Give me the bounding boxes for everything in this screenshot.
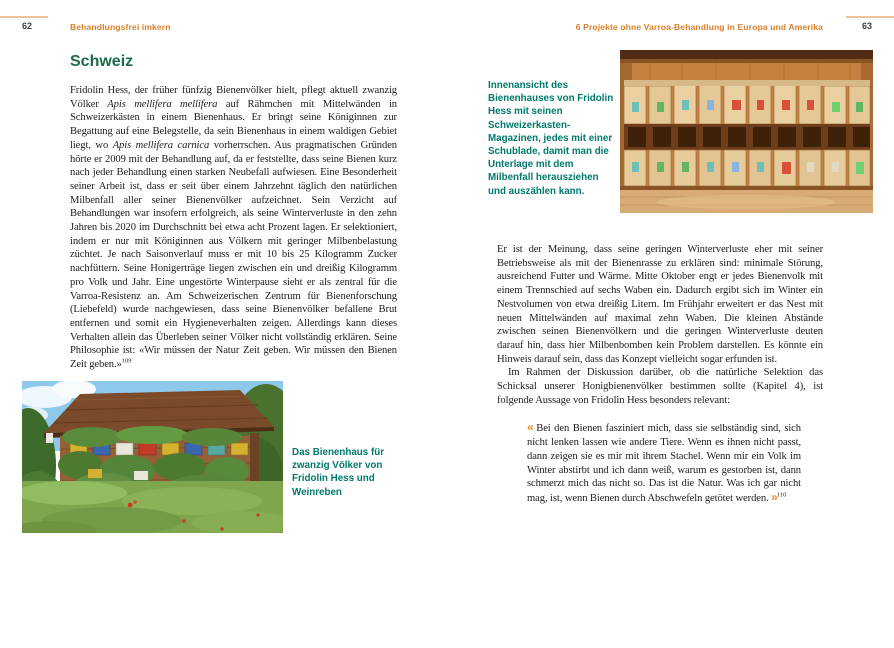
footnote-reference: 110 bbox=[776, 491, 787, 499]
running-head-left: Behandlungsfrei imkern bbox=[70, 21, 171, 32]
photo-caption-right: Innenansicht des Bienenhauses von Fridolin Hess mit seinen Schweizerkasten-Magazinen, jedes mit einer Schublade, damit man die Unterlage mit dem Milbenfall herausziehen und auszählen kann. bbox=[488, 80, 614, 197]
page-number-left: 62 bbox=[21, 21, 32, 31]
quote-text: Bei den Bienen fasziniert mich, dass sie selbständig sind, sich nicht lenken lassen wie andere Tiere. Wenn es ihnen nicht passt, dann zeigen sie es mir mit ihrem Stachel. Wenn mir ein Volk im Winter abstirbt und ich dann weiß, warum es gestorben ist, dann schmerzt mich das nicht so. Das ist die Natur. Was ich gar nicht mag, ist, wenn Bienen durch Abschwefeln getötet werden. bbox=[527, 423, 801, 504]
bee-house-photo bbox=[22, 381, 283, 533]
quote-open-mark: « bbox=[527, 420, 533, 435]
footnote-reference: 109 bbox=[121, 357, 132, 365]
body-column-right bbox=[497, 243, 823, 506]
paragraph-segment: auf Rähmchen mit Mittelwänden in Schweizerkästen in einem Bienenhaus. Er bringt seine Königinnen zur Begattung auf eine Belegstelle, da sein Bienenhaus in einem waldigen Gebiet liegt, wo bbox=[70, 98, 397, 151]
paragraph-segment: vorherrschen. Aus pragmatischen Gründen hörte er 2009 mit der Behandlung auf, da er feststellte, dass seine Bienen kurz nach jeder Behandlung einen starken Neubefall aufwiesen. Eine Besonderheit seiner Arbeit ist, dass er seit über einem Jahrzehnt täglich den natürlichen Milbenfall aller seiner Bienenvölker aufzeichnet. Sein Verzicht auf Behandlungen war insofern erfolgreich, als seine Winterverluste in den zehn Jahren bis 2020 im Durchschnitt bei etwa acht Prozent lagen. Er selektioniert, indem er nur mit Königinnen aus Völkern mit geringer Milbenbelastung züchtet. Je nach Saisonverlauf muss er mit 10 bis 25 Kilogramm Zucker nachfüttern. Seine Honigerträge liegen zwischen ein und dreißig Kilogramm pro Volk und Jahr. Eine ungestörte Winterpause sieht er als zentral für die Varroa-Resistenz an. Am Schweizerischen Zentrum für Bienenforschung (Liebefeld) wurde nachgewiesen, dass seine Bienenvölker befallene Brut entfernen und somit ein Hygieneverhalten zeigen. Allerdings kann dieses Verhalten allein das Überleben seiner Völker nicht vollständig erklären. Seine Philosophie ist: «Wir müssen der Natur Zeit geben. Wir müssen den Bienen Zeit geben.» bbox=[70, 139, 397, 371]
interior-photo-art bbox=[620, 50, 873, 213]
species-name-italic: Apis mellifera carnica bbox=[112, 139, 210, 151]
running-head-right: 6 Projekte ohne Varroa-Behandlung in Europa und Amerika bbox=[575, 21, 823, 32]
quote-close-mark: » bbox=[771, 489, 777, 504]
paragraph-segment: Fridolin Hess, der früher fünfzig Bienenvölker hielt, pflegt aktuell zwanzig Völker bbox=[70, 85, 397, 110]
quote-block bbox=[527, 421, 801, 505]
page-number-right: 63 bbox=[861, 21, 872, 31]
section-heading: Schweiz bbox=[70, 53, 134, 70]
photo-caption-left: Das Bienenhaus für zwanzig Völker von Fridolin Hess und Weinreben bbox=[292, 447, 385, 498]
header-rule-left bbox=[0, 16, 48, 18]
body-paragraph-left bbox=[70, 84, 397, 372]
interior-photo bbox=[620, 50, 873, 213]
body-paragraph-right-2: Im Rahmen der Diskussion darüber, ob die natürliche Selektion das Schicksal unserer Honigbienenvölker bestimmen sollte (Kapitel 4), ist folgende Aussage von Fridolin Hess besonders relevant: bbox=[497, 367, 823, 406]
species-name-italic: Apis mellifera mellifera bbox=[107, 98, 218, 110]
header-rule-right bbox=[846, 16, 894, 18]
bee-house-photo-art bbox=[22, 381, 283, 533]
body-paragraph-right-1: Er ist der Meinung, dass seine geringen Winterverluste eher mit seiner Betriebsweise als mit der Bienenrasse zu erklären sind: minimale Störung, ausreichend Futter und Wärme. Mitte Oktober engt er jedes Bienenvolk mit einem Trennschied auf sechs Waben ein. Dadurch ergibt sich im Winter ein Nestvolumen von etwa dreißig Litern. Im Frühjahr erweitert er das Nest mit neuen Mittelwänden auf maximal zehn Waben. Die kleinen Abstände zwischen seinen Bienenvölkern und die geringen Winterverluste deuten darauf hin, dass hier Milbenbomben kein Problem darstellen. Es könnte ein Hinweis darauf sein, dass das Konzept vielleicht sogar erfunden ist. bbox=[497, 244, 823, 365]
